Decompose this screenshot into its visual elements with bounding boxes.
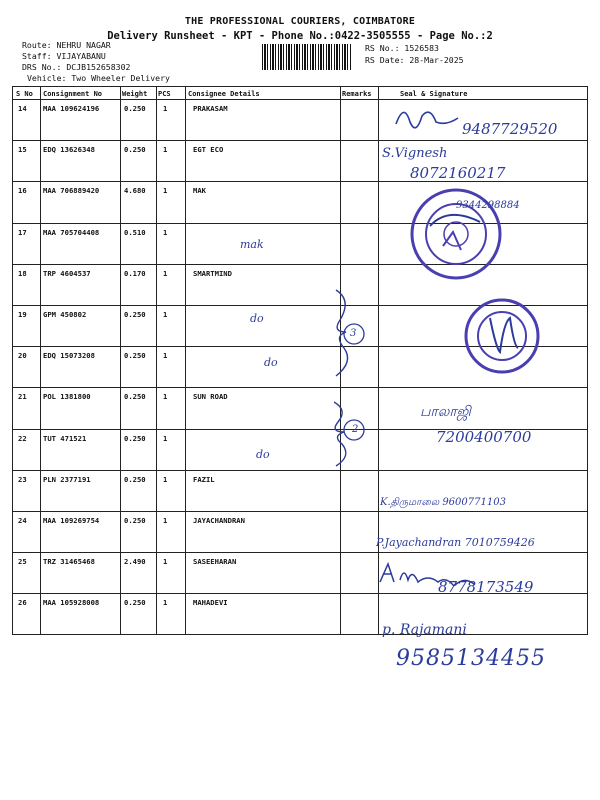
bracket-21-22 [320, 400, 370, 470]
drs-label: DRS No.: DCJB152658302 [22, 62, 131, 72]
cell-sno: 26 [18, 598, 27, 607]
col-seal-header: Seal & Signature [400, 90, 468, 98]
rs-number: RS No.: 1526583 [365, 43, 439, 53]
row-divider [12, 140, 588, 141]
cell-pcs: 1 [163, 475, 168, 484]
phone-15: 8072160217 [410, 164, 506, 182]
cell-sno: 20 [18, 351, 27, 360]
cell-pcs: 1 [163, 186, 168, 195]
col-weight-header: Weight [122, 90, 148, 98]
runsheet-subtitle: Delivery Runsheet - KPT - Phone No.:0422-3505555 - Page No.:2 [107, 30, 493, 42]
cell-cno: PLN 2377191 [43, 475, 91, 484]
cell-name: FAZIL [193, 475, 215, 484]
cell-cno: EDQ 13626348 [43, 145, 95, 154]
signature-24: P.Jayachandran 7010759426 [376, 536, 535, 549]
cell-pcs: 1 [163, 598, 168, 607]
cell-sno: 15 [18, 145, 27, 154]
cell-sno: 18 [18, 269, 27, 278]
cell-wt: 0.250 [124, 145, 146, 154]
cell-cno: MAA 706889420 [43, 186, 100, 195]
company-stamp-2 [462, 296, 542, 376]
cell-name: PRAKASAM [193, 104, 228, 113]
cell-cno: MAA 109269754 [43, 516, 100, 525]
cell-pcs: 1 [163, 310, 168, 319]
phone-21: 7200400700 [436, 428, 532, 446]
cell-pcs: 1 [163, 434, 168, 443]
cell-pcs: 1 [163, 269, 168, 278]
cell-pcs: 1 [163, 228, 168, 237]
row-divider [12, 511, 588, 512]
cell-sno: 17 [18, 228, 27, 237]
cell-wt: 4.680 [124, 186, 146, 195]
cell-pcs: 1 [163, 104, 168, 113]
cell-wt: 0.170 [124, 269, 146, 278]
cell-sno: 19 [18, 310, 27, 319]
cell-cno: MAA 105928008 [43, 598, 100, 607]
vehicle-label: Vehicle: Two Wheeler Delivery [27, 73, 170, 83]
bracket-19-20 [322, 288, 372, 378]
cell-pcs: 1 [163, 145, 168, 154]
company-title: THE PROFESSIONAL COURIERS, COIMBATORE [184, 16, 416, 27]
cell-wt: 0.510 [124, 228, 146, 237]
ditto-22: do [256, 448, 270, 461]
signature-14 [392, 104, 462, 134]
cell-wt: 0.250 [124, 516, 146, 525]
cell-cno: POL 1381800 [43, 392, 91, 401]
cell-wt: 2.490 [124, 557, 146, 566]
signature-21: பாலாஜி [420, 404, 471, 420]
cell-wt: 0.250 [124, 475, 146, 484]
cell-sno: 16 [18, 186, 27, 195]
col-remarks-header: Remarks [342, 90, 372, 98]
cell-cno: MAA 705704408 [43, 228, 100, 237]
remark-17: mak [240, 238, 264, 251]
bracket-count-2: 2 [352, 424, 359, 435]
rs-date: RS Date: 28-Mar-2025 [365, 55, 464, 65]
bracket-count-1: 3 [350, 328, 357, 339]
phone-14: 9487729520 [462, 120, 558, 138]
cell-name: MAHADEVI [193, 598, 228, 607]
cell-name: SASEEHARAN [193, 557, 237, 566]
cell-pcs: 1 [163, 392, 168, 401]
col-consignee-header: Consignee Details [188, 90, 260, 98]
staff-label: Staff: VIJAYABANU [22, 51, 106, 61]
cell-sno: 25 [18, 557, 27, 566]
signature-23: K.திருமாலை 9600771103 [380, 497, 506, 508]
cell-pcs: 1 [163, 351, 168, 360]
cell-cno: GPM 450802 [43, 310, 87, 319]
signature-26-name: p. Rajamani [382, 622, 467, 638]
cell-sno: 21 [18, 392, 27, 401]
signature-15-name: S.Vignesh [382, 146, 448, 161]
phone-26: 9585134455 [396, 646, 546, 671]
cell-name: MAK [193, 186, 206, 195]
cell-sno: 24 [18, 516, 27, 525]
cell-pcs: 1 [163, 557, 168, 566]
ditto-19: do [250, 312, 264, 325]
cell-cno: TRZ 31465468 [43, 557, 95, 566]
col-consignment-header: Consignment No [43, 90, 103, 98]
cell-sno: 22 [18, 434, 27, 443]
cell-wt: 0.250 [124, 392, 146, 401]
cell-sno: 23 [18, 475, 27, 484]
cell-name: SUN ROAD [193, 392, 228, 401]
cell-wt: 0.250 [124, 310, 146, 319]
cell-wt: 0.250 [124, 104, 146, 113]
cell-name: EGT ECO [193, 145, 224, 154]
col-pcs-header: PCS [158, 90, 171, 98]
barcode [262, 44, 352, 70]
cell-name: SMARTMIND [193, 269, 232, 278]
cell-name: JAYACHANDRAN [193, 516, 245, 525]
cell-sno: 14 [18, 104, 27, 113]
cell-cno: MAA 109624196 [43, 104, 100, 113]
route-label: Route: NEHRU NAGAR [22, 40, 111, 50]
col-sno-header: S No [16, 90, 33, 98]
phone-25: 8778173549 [438, 578, 534, 596]
cell-pcs: 1 [163, 516, 168, 525]
cell-wt: 0.250 [124, 434, 146, 443]
cell-wt: 0.250 [124, 351, 146, 360]
cell-cno: TRP 4604537 [43, 269, 91, 278]
phone-16: 9344298884 [456, 200, 520, 211]
row-divider [12, 387, 588, 388]
row-divider [12, 470, 588, 471]
ditto-20: do [264, 356, 278, 369]
cell-wt: 0.250 [124, 598, 146, 607]
cell-cno: TUT 471521 [43, 434, 87, 443]
cell-cno: EDQ 15073208 [43, 351, 95, 360]
row-divider [12, 552, 588, 553]
